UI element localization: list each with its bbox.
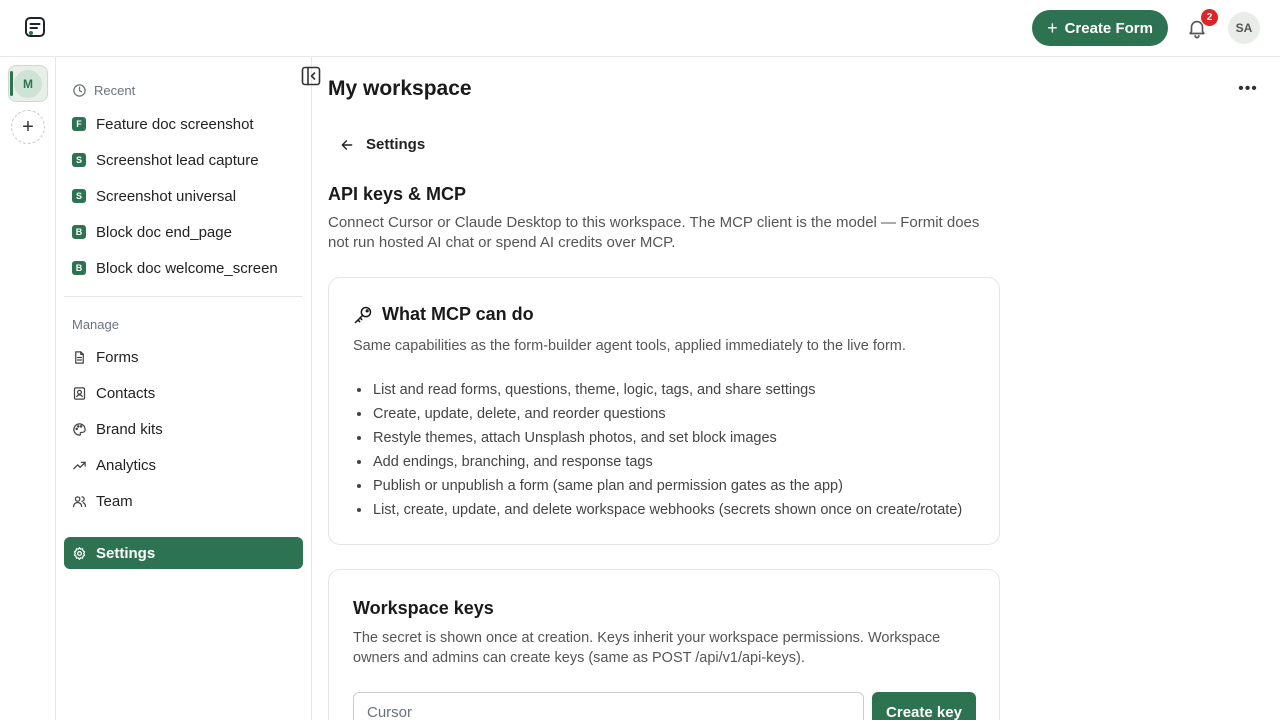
recent-item-label: Feature doc screenshot [96, 115, 254, 133]
manage-section-label: Manage [72, 317, 119, 332]
plus-icon: + [1047, 18, 1058, 38]
document-icon [72, 350, 87, 365]
contact-icon [72, 386, 87, 401]
sidebar-item-label: Team [96, 492, 133, 510]
list-item: List and read forms, questions, theme, logic, tags, and share settings [353, 378, 962, 402]
workspace-keys-card [328, 569, 1000, 720]
clock-icon [72, 83, 87, 98]
recent-item[interactable] [72, 184, 236, 208]
workspace-rail [0, 57, 56, 720]
capabilities-list [353, 378, 962, 522]
sidebar-item-label: Brand kits [96, 420, 163, 438]
section-title: API keys & MCP [328, 184, 467, 204]
sidebar-item-label: Forms [96, 348, 139, 366]
recent-item-label: Block doc welcome_screen [96, 259, 278, 277]
key-icon [353, 305, 373, 325]
sidebar-collapse-icon[interactable] [301, 66, 321, 86]
workspace-switch-button[interactable] [8, 65, 48, 102]
sidebar-item-analytics[interactable] [72, 453, 156, 477]
more-options-icon[interactable]: ••• [1238, 80, 1258, 97]
sidebar-item-brand-kits[interactable] [72, 417, 163, 441]
arrow-left-icon [340, 138, 354, 152]
form-letter-badge: F [72, 117, 86, 131]
sidebar-divider [64, 296, 303, 297]
active-workspace-indicator [10, 71, 13, 96]
recent-item[interactable] [72, 256, 278, 280]
users-icon [72, 494, 87, 509]
trend-icon [72, 458, 87, 473]
sidebar-item-settings[interactable] [64, 537, 303, 569]
sidebar-item-team[interactable] [72, 489, 133, 513]
list-item: Add endings, branching, and response tags [353, 450, 962, 474]
create-form-button[interactable] [1032, 10, 1168, 46]
notification-count-badge: 2 [1201, 9, 1218, 26]
key-name-input[interactable] [353, 692, 864, 720]
create-form-label: Create Form [1064, 19, 1153, 37]
section-description: Connect Cursor or Claude Desktop to this workspace. The MCP client is the model — Formit does not run hosted AI chat or spend AI credits over MCP. [328, 214, 980, 251]
palette-icon [72, 422, 87, 437]
list-item: Restyle themes, attach Unsplash photos, and set block images [353, 426, 962, 450]
sidebar-item-contacts[interactable] [72, 381, 155, 405]
mcp-capabilities-card [328, 277, 1000, 545]
back-to-settings-link[interactable] [340, 136, 425, 153]
list-item: Create, update, delete, and reorder questions [353, 402, 962, 426]
form-letter-badge: S [72, 153, 86, 167]
recent-item-label: Block doc end_page [96, 223, 232, 241]
recent-item[interactable] [72, 112, 254, 136]
app-logo-icon[interactable] [24, 16, 46, 38]
workspace-initial: M [14, 70, 42, 98]
recent-item[interactable] [72, 220, 232, 244]
card-description: The secret is shown once at creation. Keys inherit your workspace permissions. Workspace owners and admins can create keys (same as POST /api/v1/api-keys). [353, 630, 941, 666]
recent-item-label: Screenshot lead capture [96, 151, 259, 169]
form-letter-badge: B [72, 261, 86, 275]
page-title: My workspace [328, 77, 472, 100]
back-link-label: Settings [366, 136, 426, 153]
add-workspace-button[interactable]: + [11, 110, 45, 144]
list-item: Publish or unpublish a form (same plan and permission gates as the app) [353, 474, 962, 498]
sidebar-item-forms[interactable] [72, 345, 139, 369]
user-avatar[interactable]: SA [1228, 12, 1260, 44]
recent-item[interactable] [72, 148, 259, 172]
form-letter-badge: S [72, 189, 86, 203]
card-subtitle: Same capabilities as the form-builder agent tools, applied immediately to the live form. [353, 338, 906, 354]
list-item: List, create, update, and delete workspace webhooks (secrets shown once on create/rotate) [353, 498, 962, 522]
sidebar-item-label: Settings [96, 544, 156, 562]
gear-icon [72, 546, 87, 561]
form-letter-badge: B [72, 225, 86, 239]
top-bar [0, 0, 1280, 57]
create-key-button[interactable]: Create key [872, 692, 976, 720]
recent-section-label: Recent [72, 83, 135, 98]
sidebar [56, 57, 312, 720]
card-title: What MCP can do [353, 304, 534, 325]
card-title: Workspace keys [353, 598, 494, 618]
sidebar-item-label: Analytics [96, 456, 157, 474]
sidebar-item-label: Contacts [96, 384, 156, 402]
recent-item-label: Screenshot universal [96, 187, 237, 205]
